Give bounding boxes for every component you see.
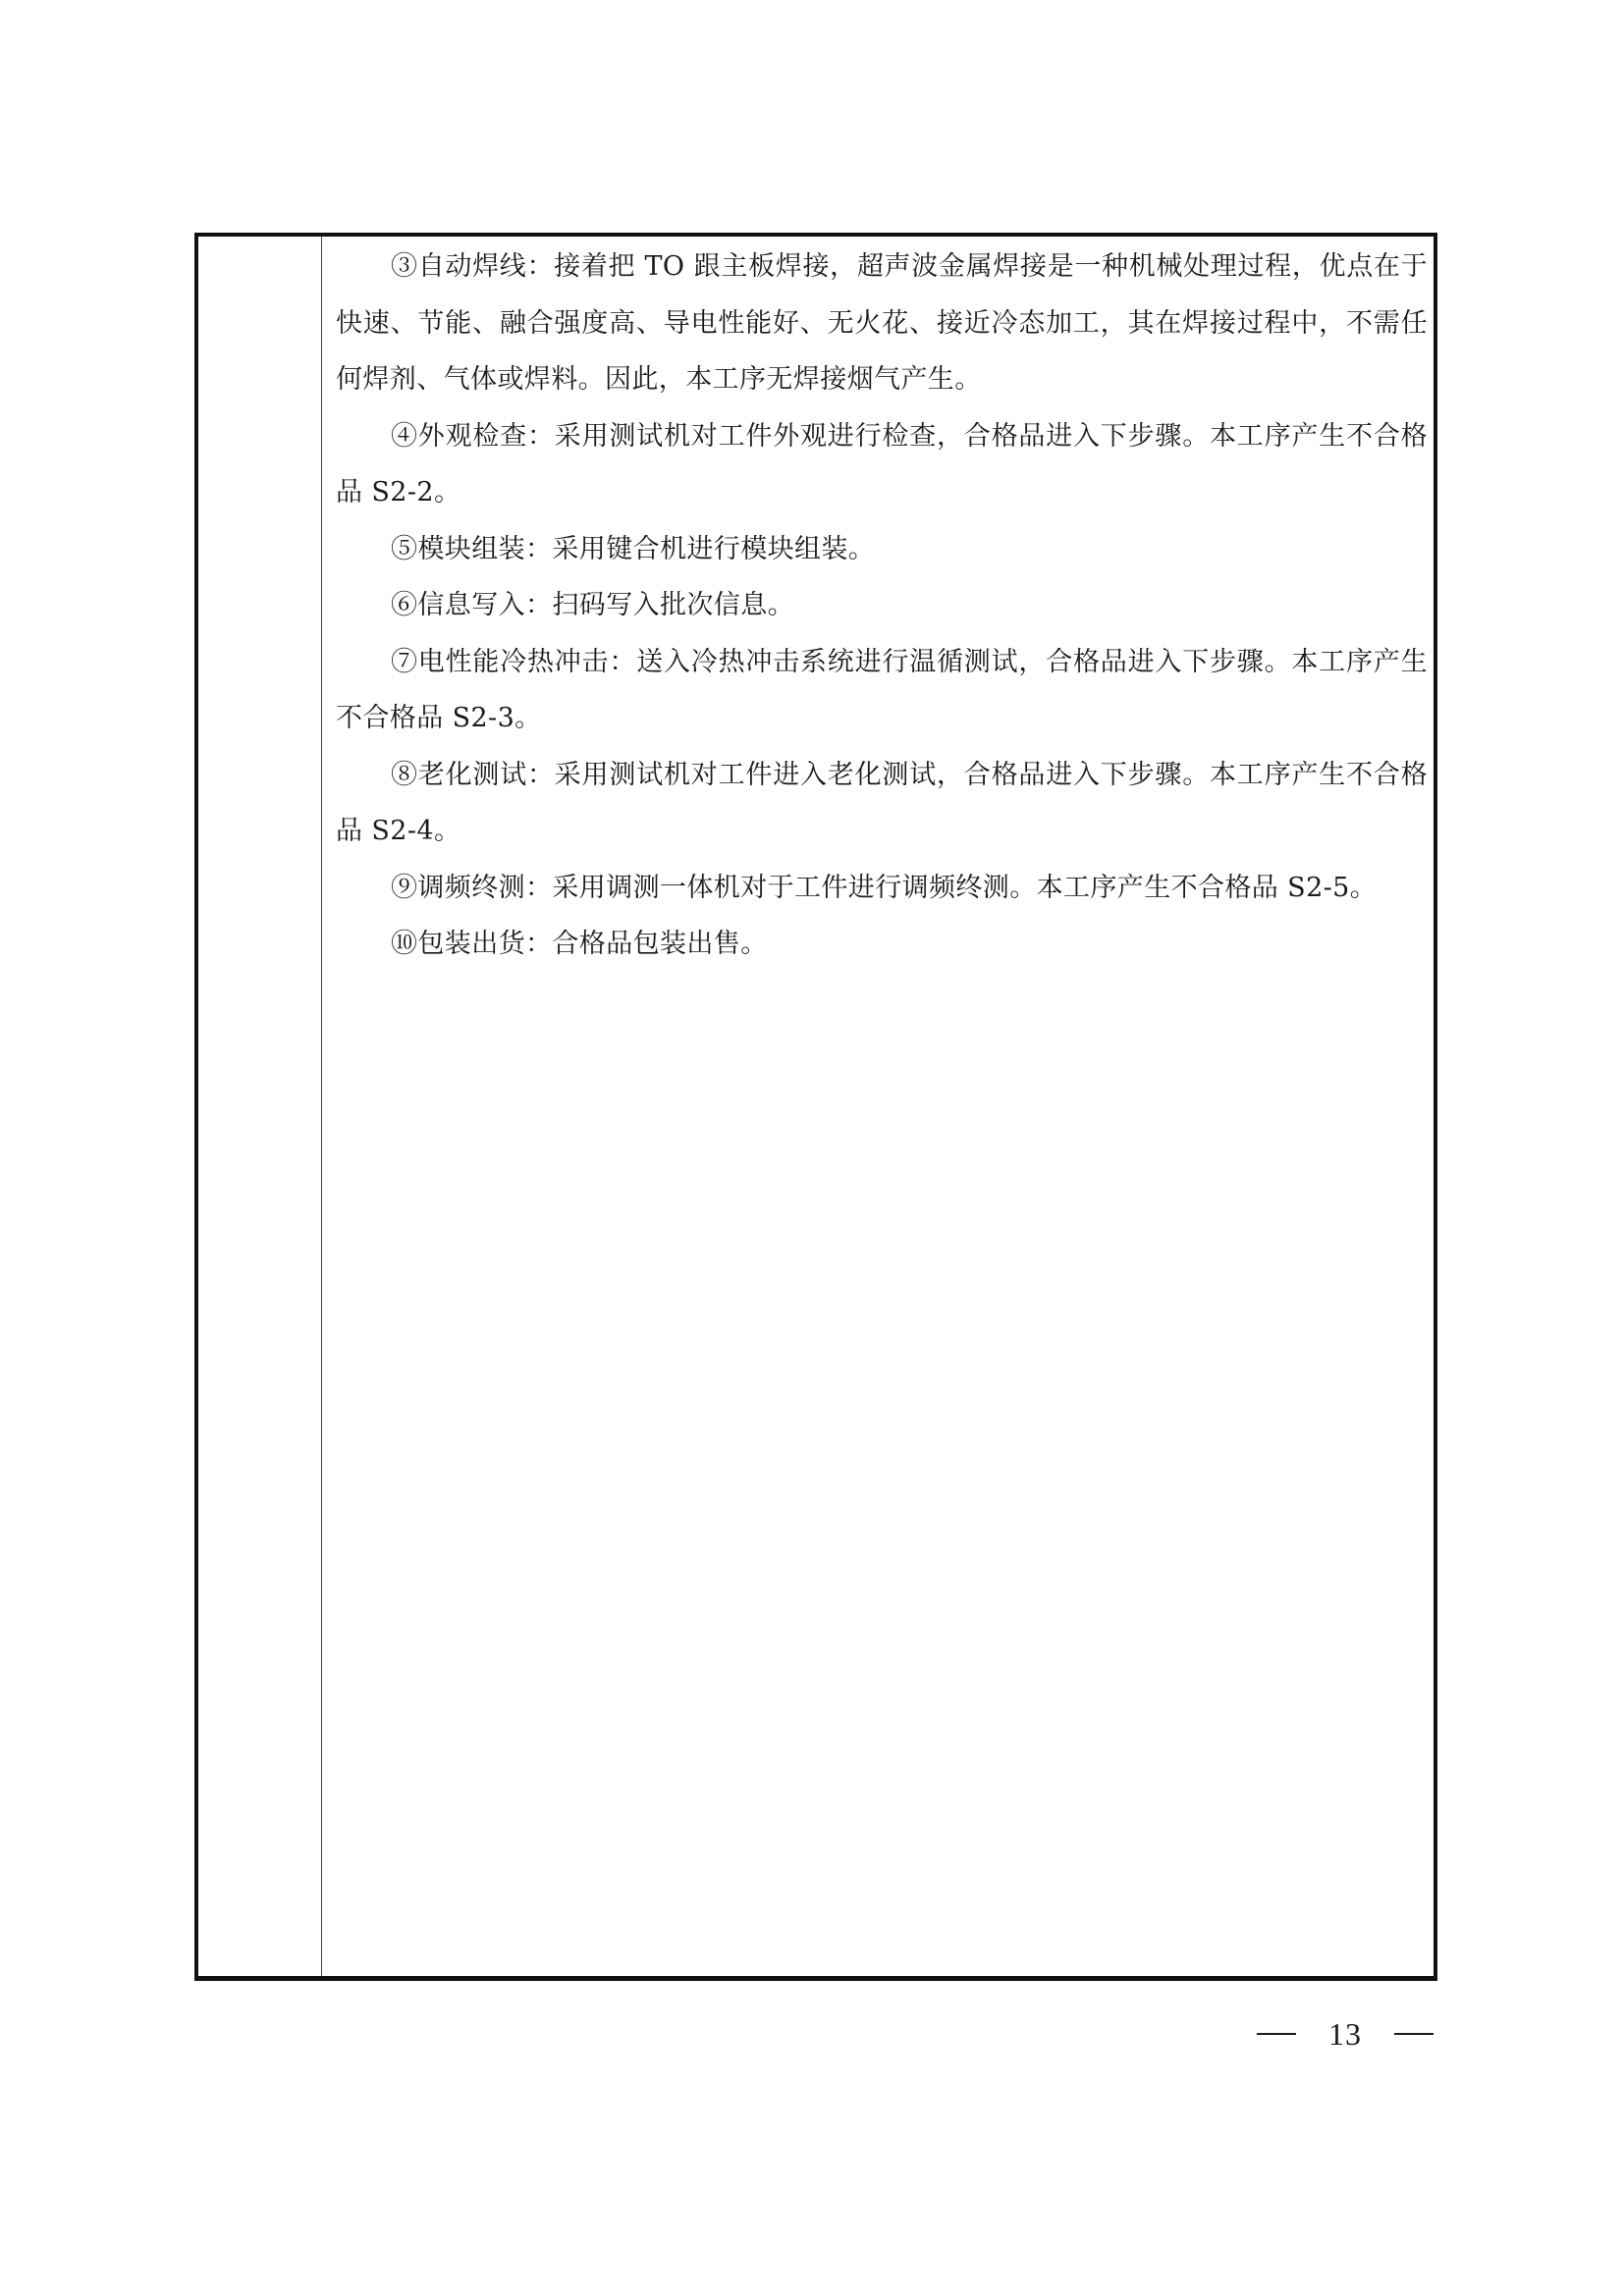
paragraph-visual-inspection: ④外观检查：采用测试机对工件外观进行检查，合格品进入下步骤。本工序产生不合格品 S2-2。 [336, 420, 1428, 507]
paragraph-module-assembly: ⑤模块组装：采用键合机进行模块组装。 [391, 533, 876, 564]
paragraph-packaging: ⑩包装出货：合格品包装出售。 [391, 929, 768, 959]
paragraph-info-writing: ⑥信息写入：扫码写入批次信息。 [391, 590, 794, 620]
paragraph-aging-test: ⑧老化测试：采用测试机对工件进入老化测试，合格品进入下步骤。本工序产生不合格品 S2-4。 [336, 759, 1428, 846]
page-footer [1257, 2014, 1434, 2054]
page-number: 13 [1328, 2015, 1362, 2052]
footer-dash-right [1394, 2033, 1434, 2035]
paragraph-auto-welding: ③自动焊线：接着把 TO 跟主板焊接，超声波金属焊接是一种机械处理过程，优点在于快速、节能、融合强度高、导电性能好、无火花、接近冷态加工，其在焊接过程中，不需任何焊剂、气体或焊料。因此，本工序无焊接烟气产生。 [336, 251, 1428, 395]
paragraph-frequency-test: ⑨调频终测：采用调测一体机对于工件进行调频终测。本工序产生不合格品 S2-5。 [391, 872, 1378, 903]
table-content-column [336, 237, 1428, 1976]
footer-dash-left [1257, 2033, 1296, 2035]
table-left-column [198, 237, 322, 1976]
paragraph-thermal-shock: ⑦电性能冷热冲击：送入冷热冲击系统进行温循测试，合格品进入下步骤。本工序产生不合格品 S2-3。 [336, 646, 1428, 733]
document-table [194, 233, 1437, 1981]
